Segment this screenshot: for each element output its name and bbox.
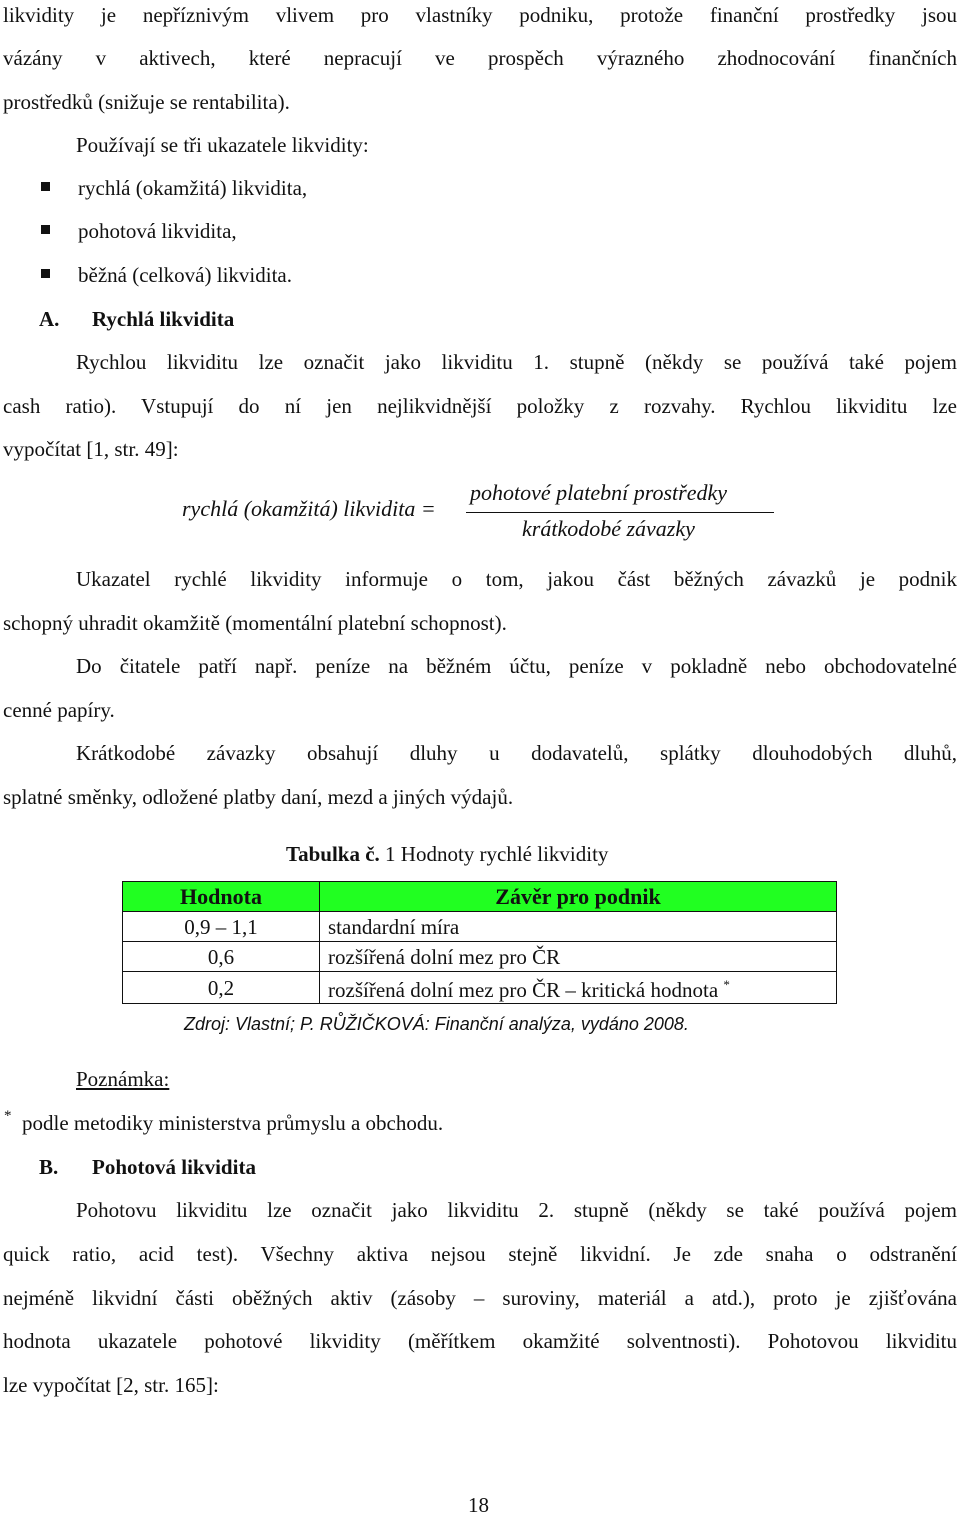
table-header-row	[123, 882, 837, 912]
body-text-line: likvidity je nepříznivým vlivem pro vlastníky podniku, protože finanční prostředky jsou	[3, 3, 957, 27]
list-item: běžná (celková) likvidita.	[78, 263, 292, 287]
footnote-mark: *	[723, 977, 730, 992]
conclusion-text: standardní míra	[328, 914, 460, 939]
body-text-line: vypočítat [1, str. 49]:	[3, 437, 179, 461]
body-text-line: schopný uhradit okamžitě (momentální platební schopnost).	[3, 611, 507, 635]
conclusion-text: rozšířená dolní mez pro ČR – kritická hodnota	[328, 978, 719, 1002]
bullet-icon	[41, 269, 50, 278]
table-cell-value: 0,9 – 1,1	[123, 912, 320, 942]
section-heading: Pohotová likvidita	[92, 1155, 256, 1179]
table-cell-value: 0,6	[123, 942, 320, 972]
table-row	[123, 972, 837, 1004]
table-source: Zdroj: Vlastní; P. RŮŽIČKOVÁ: Finanční analýza, vydáno 2008.	[184, 1014, 689, 1034]
body-text-line: quick ratio, acid test). Všechny aktiva nejsou stejně likvidní. Je zde snaha o odstranění	[3, 1242, 957, 1266]
table-row	[123, 942, 837, 972]
body-text-line: splatné směnky, odložené platby daní, mezd a jiných výdajů.	[3, 785, 514, 809]
table-caption-text: 1 Hodnoty rychlé likvidity	[385, 842, 609, 866]
table-row	[123, 912, 837, 942]
formula-lhs: rychlá (okamžitá) likvidita =	[182, 496, 436, 521]
liquidity-table	[122, 881, 837, 1004]
body-text-line: nejméně likvidní části oběžných aktiv (zásoby – suroviny, materiál a atd.), proto je zjišťována	[3, 1286, 957, 1310]
body-text-line: Do čitatele patří např. peníze na běžném účtu, peníze v pokladně nebo obchodovatelné	[76, 654, 957, 678]
table-cell-conclusion	[320, 972, 837, 1004]
footnote-mark: *	[4, 1108, 12, 1124]
note-label: Poznámka:	[76, 1067, 170, 1091]
body-text-line: Rychlou likviditu lze označit jako likviditu 1. stupně (někdy se používá také pojem	[76, 350, 957, 374]
table-cell-conclusion	[320, 912, 837, 942]
page-number: 18	[468, 1493, 489, 1517]
body-text-line: Krátkodobé závazky obsahují dluhy u dodavatelů, splátky dlouhodobých dluhů,	[76, 741, 957, 765]
list-item: rychlá (okamžitá) likvidita,	[78, 176, 308, 200]
body-text-line: prostředků (snižuje se rentabilita).	[3, 90, 290, 114]
table-caption	[286, 842, 608, 866]
table-caption-label: Tabulka č.	[286, 842, 380, 866]
formula-numerator: pohotové platební prostředky	[470, 480, 728, 505]
conclusion-text: rozšířená dolní mez pro ČR	[328, 944, 561, 969]
column-header: Závěr pro podnik	[320, 882, 837, 912]
note-text: podle metodiky ministerstva průmyslu a obchodu.	[22, 1111, 444, 1135]
body-text-line: cenné papíry.	[3, 698, 115, 722]
bullet-icon	[41, 225, 50, 234]
formula-denominator: krátkodobé závazky	[522, 516, 695, 541]
body-text-line: Ukazatel rychlé likvidity informuje o tom, jakou část běžných závazků je podnik	[76, 567, 957, 591]
list-item: pohotová likvidita,	[78, 219, 237, 243]
body-text-line: vázány v aktivech, které nepracují ve prospěch výrazného zhodnocování finančních	[3, 46, 957, 70]
table-cell-value: 0,2	[123, 972, 320, 1004]
bullet-icon	[41, 182, 50, 191]
section-letter: B.	[39, 1155, 59, 1179]
column-header: Hodnota	[123, 882, 320, 912]
fraction-line	[466, 512, 774, 513]
indicators-intro: Používají se tři ukazatele likvidity:	[76, 133, 369, 157]
body-text-line: hodnota ukazatele pohotové likvidity (měřítkem okamžité solventnosti). Pohotovou likviditu	[3, 1329, 957, 1353]
body-text-line: Pohotovu likviditu lze označit jako likviditu 2. stupně (někdy se také používá pojem	[76, 1198, 957, 1222]
section-letter: A.	[39, 307, 60, 331]
body-text-line: cash ratio). Vstupují do ní jen nejlikvidnější položky z rozvahy. Rychlou likviditu lze	[3, 394, 957, 418]
section-heading: Rychlá likvidita	[92, 307, 235, 331]
table-cell-conclusion	[320, 942, 837, 972]
body-text-line: lze vypočítat [2, str. 165]:	[3, 1373, 219, 1397]
